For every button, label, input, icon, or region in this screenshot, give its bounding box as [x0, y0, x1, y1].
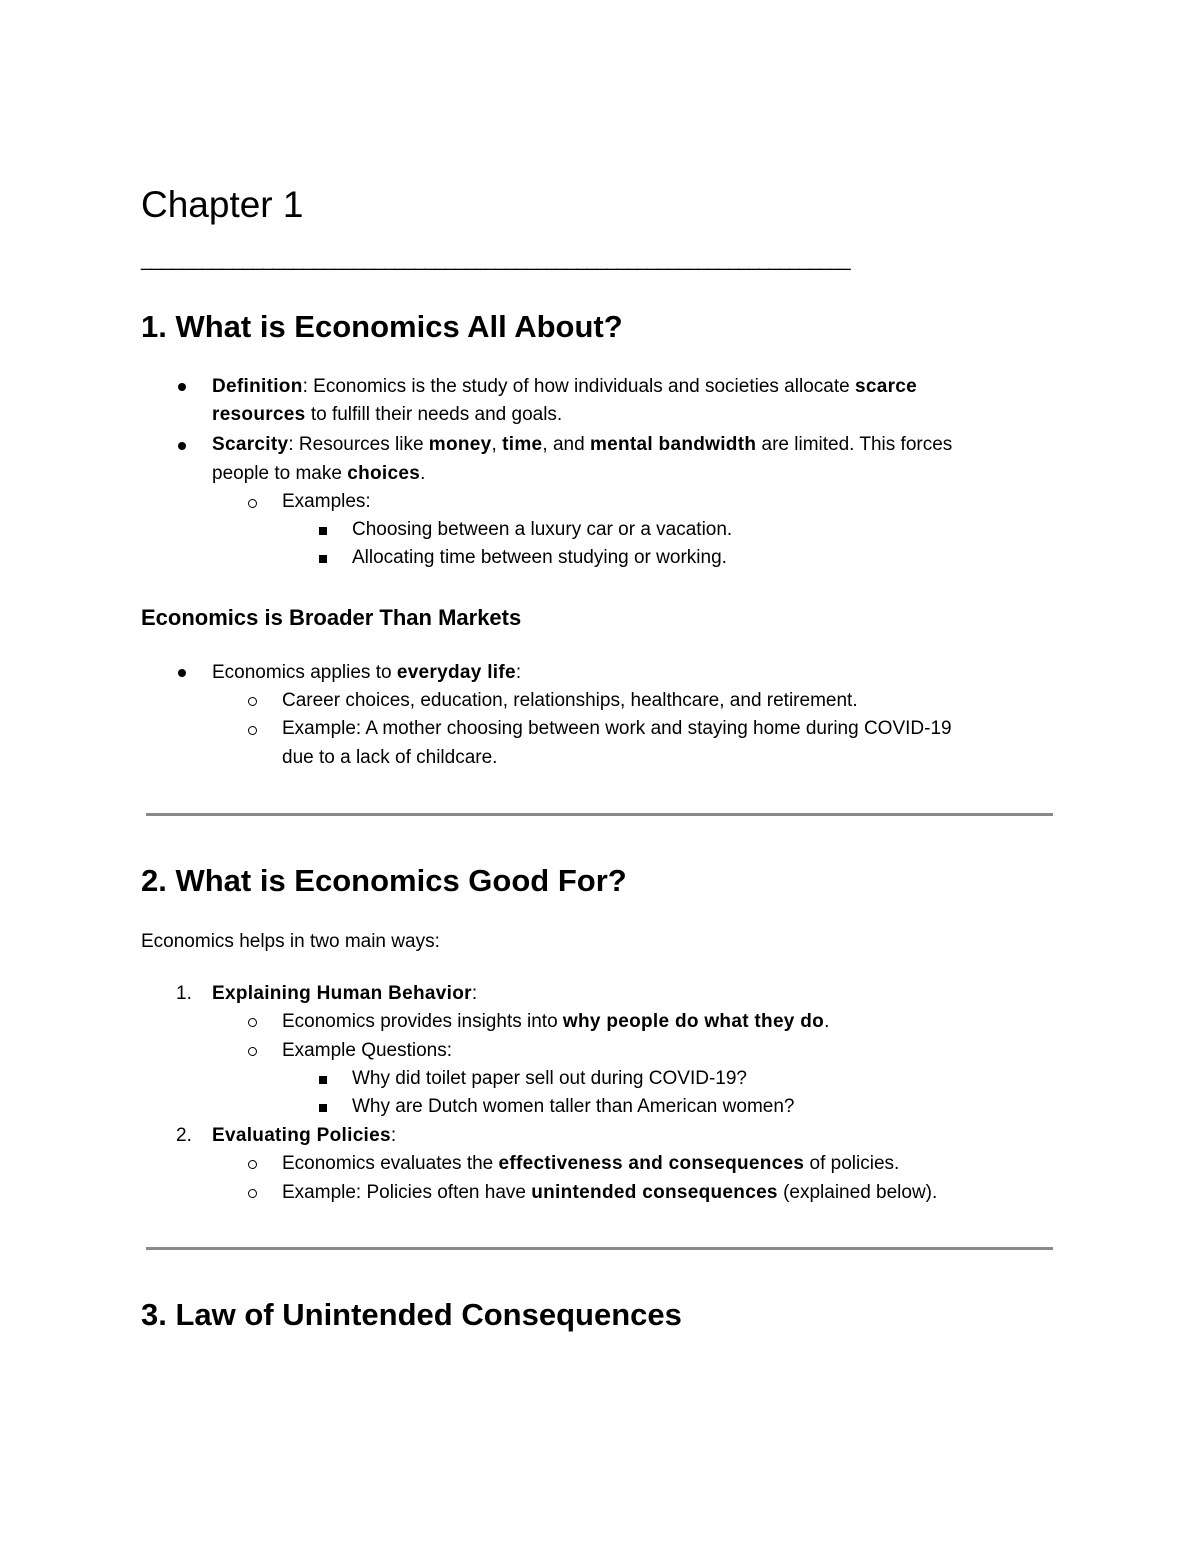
evaluates-line: Economics evaluates the effectiveness and consequences of policies.	[282, 1153, 900, 1174]
subsection-heading: Economics is Broader Than Markets	[141, 605, 522, 630]
bullet-circle	[248, 697, 257, 706]
section-3-heading: 3. Law of Unintended Consequences	[141, 1297, 682, 1332]
insights-line: Economics provides insights into why people do what they do.	[282, 1011, 830, 1032]
bullet-square	[319, 1076, 327, 1084]
bullet-circle	[248, 726, 257, 735]
title-rule: ______________________________________________________________________	[141, 249, 850, 271]
list-number: 1.	[176, 983, 192, 1004]
section-1-heading: 1. What is Economics All About?	[141, 309, 623, 344]
bullet-disc	[178, 383, 186, 391]
bullet-circle	[248, 1018, 257, 1027]
definition-line-1: Definition: Economics is the study of how individuals and societies allocate scarce	[212, 376, 917, 397]
horizontal-rule	[146, 1247, 1053, 1250]
question-item: Why are Dutch women taller than American women?	[352, 1096, 795, 1117]
example-item: Allocating time between studying or working.	[352, 547, 727, 568]
mother-example-line-1: Example: A mother choosing between work and staying home during COVID-19	[282, 718, 952, 739]
examples-label: Examples:	[282, 491, 371, 512]
definition-line-2: resources to fulfill their needs and goals.	[212, 404, 563, 425]
bullet-disc	[178, 442, 186, 450]
question-item: Why did toilet paper sell out during COVID-19?	[352, 1068, 747, 1089]
example-item: Choosing between a luxury car or a vacation.	[352, 519, 733, 540]
bullet-circle	[248, 499, 257, 508]
list-number: 2.	[176, 1125, 192, 1146]
bullet-circle	[248, 1189, 257, 1198]
policies-line: Example: Policies often have unintended consequences (explained below).	[282, 1182, 938, 1203]
scarcity-line-2: people to make choices.	[212, 463, 426, 484]
horizontal-rule	[146, 813, 1053, 816]
mother-example-line-2: due to a lack of childcare.	[282, 747, 498, 768]
item-1-title: Explaining Human Behavior:	[212, 983, 478, 1004]
item-2-title: Evaluating Policies:	[212, 1125, 397, 1146]
scarcity-line-1: Scarcity: Resources like money, time, and mental bandwidth are limited. This forces	[212, 434, 953, 455]
section-2-heading: 2. What is Economics Good For?	[141, 863, 627, 898]
chapter-title: Chapter 1	[141, 184, 304, 225]
bullet-circle	[248, 1047, 257, 1056]
bullet-disc	[178, 669, 186, 677]
career-line: Career choices, education, relationships, healthcare, and retirement.	[282, 690, 858, 711]
intro-paragraph: Economics helps in two main ways:	[141, 931, 440, 952]
bullet-circle	[248, 1160, 257, 1169]
bullet-square	[319, 527, 327, 535]
example-questions-label: Example Questions:	[282, 1040, 453, 1061]
bullet-square	[319, 555, 327, 563]
everyday-life-line: Economics applies to everyday life:	[212, 662, 522, 683]
bullet-square	[319, 1104, 327, 1112]
